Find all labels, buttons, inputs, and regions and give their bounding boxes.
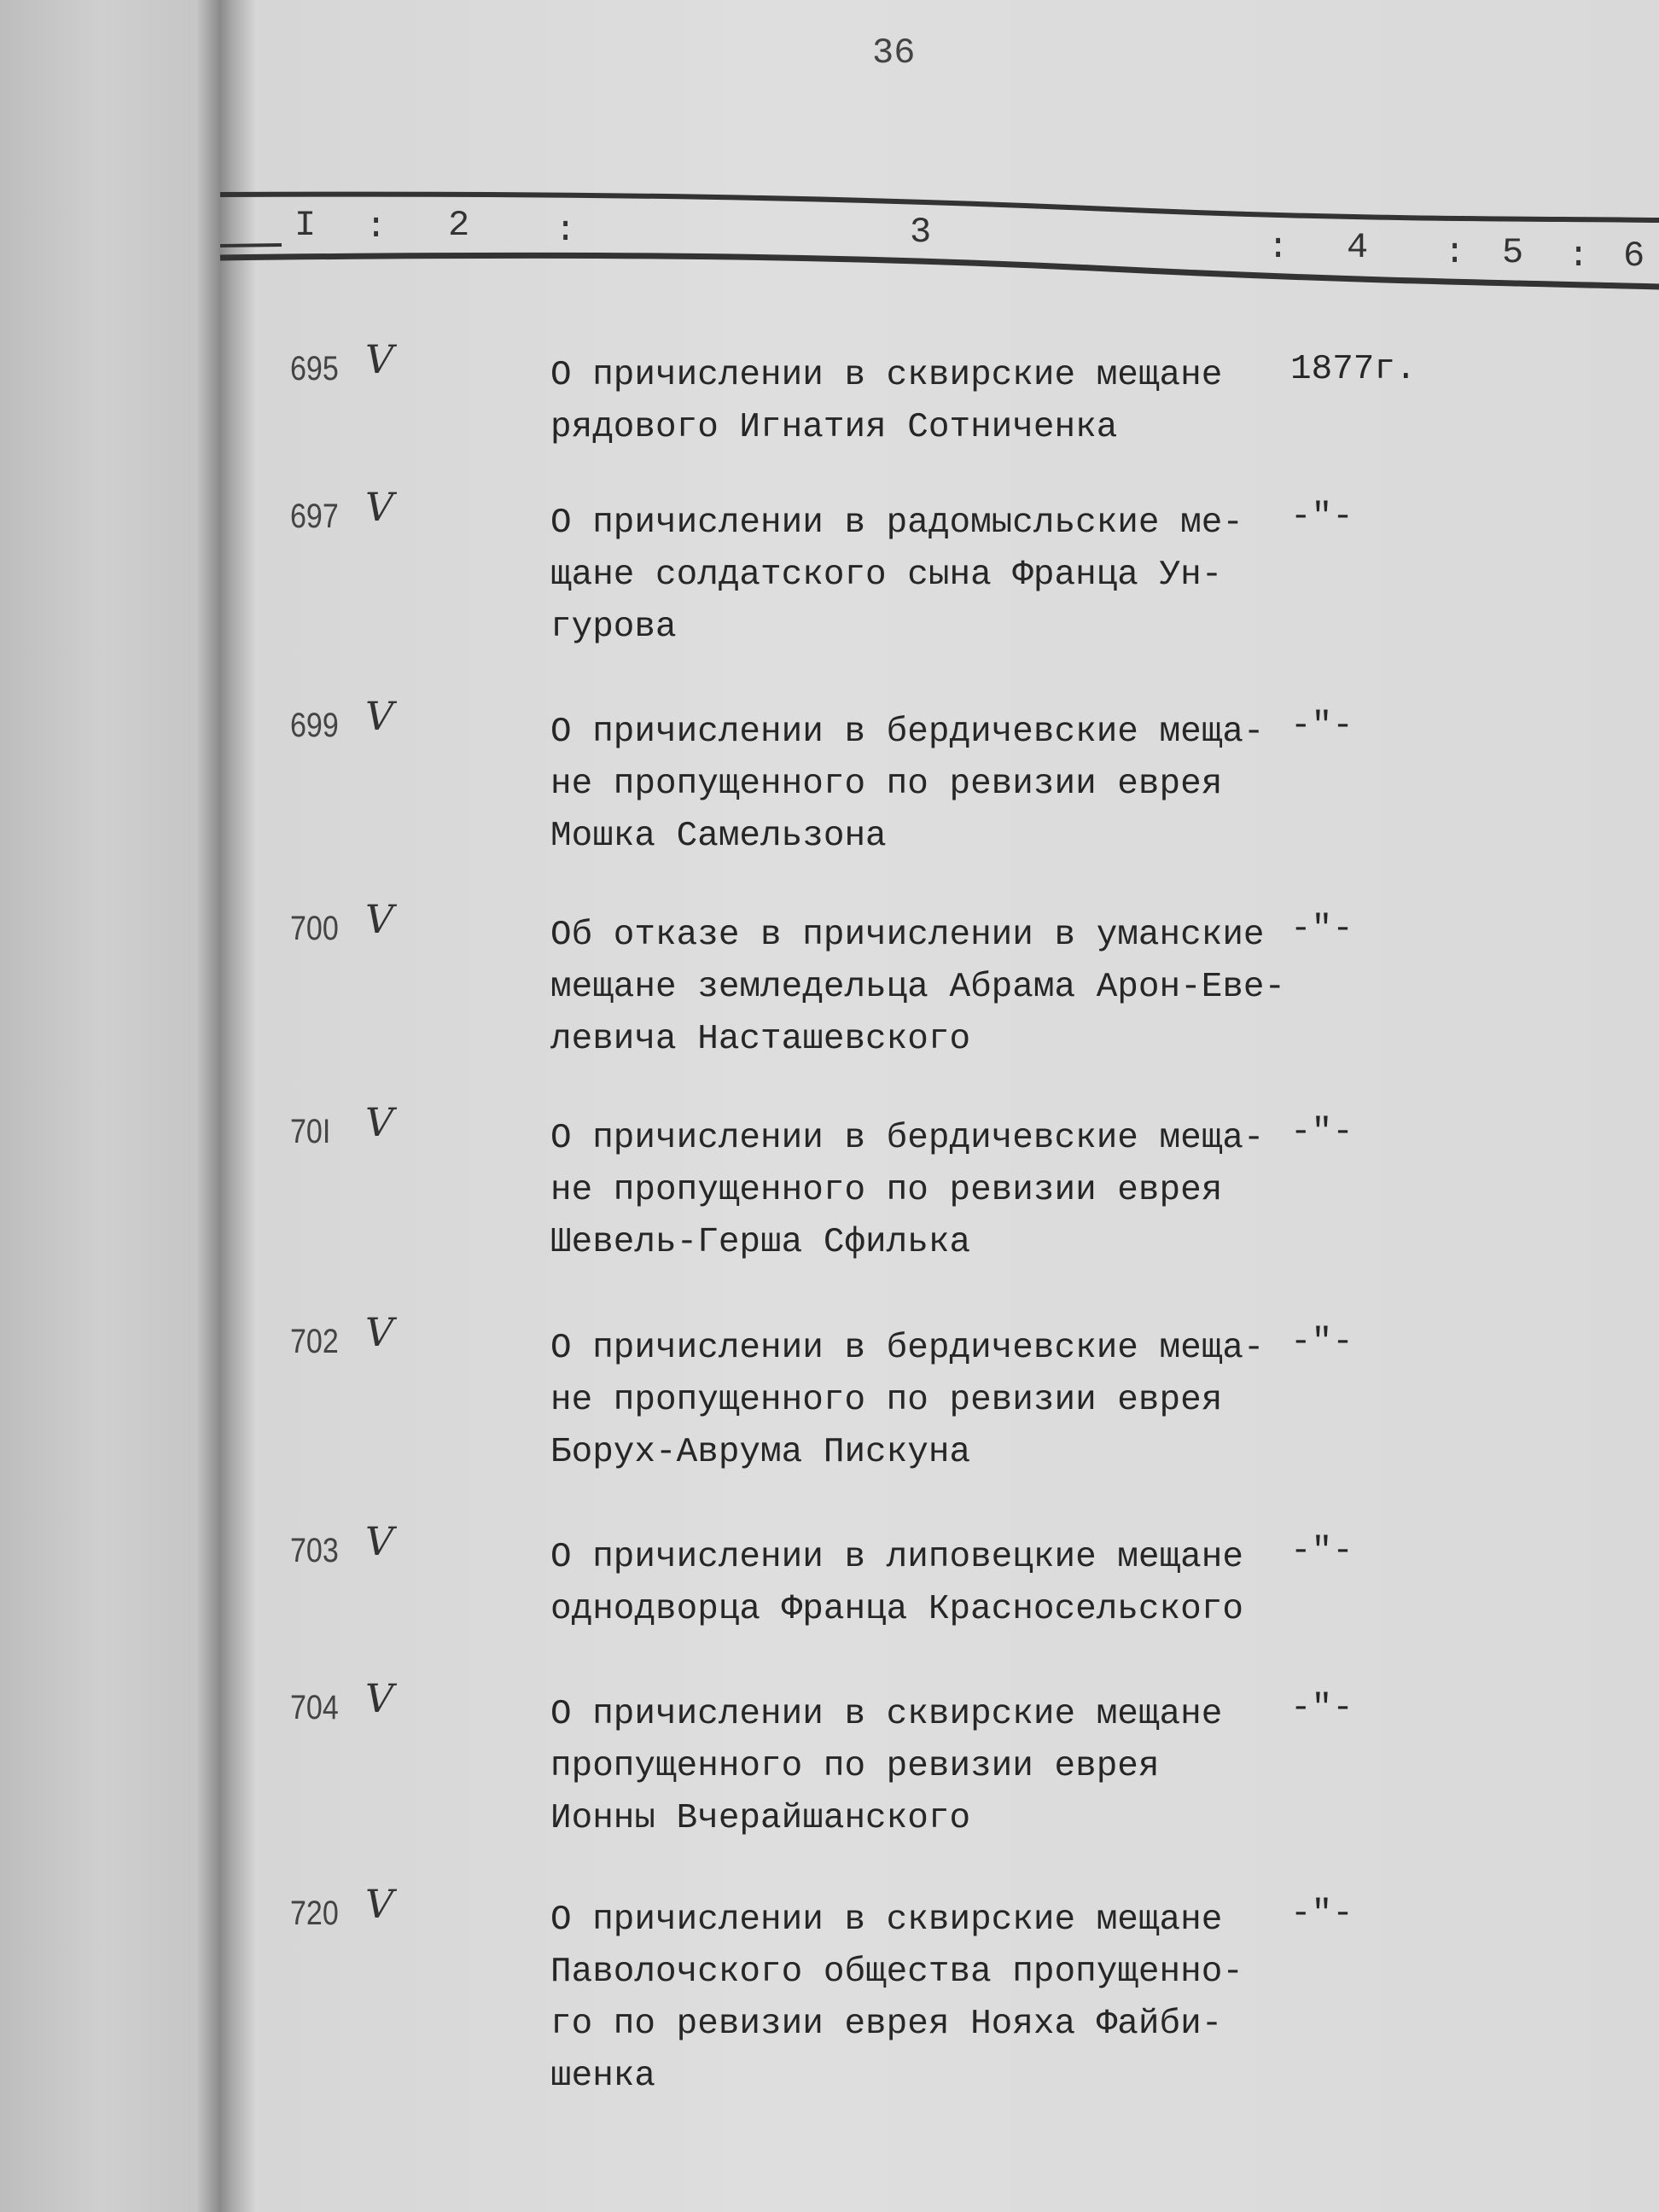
entry-date: -"- — [1290, 1113, 1353, 1152]
entry-number: 70I — [290, 1113, 331, 1150]
entry-date: -"- — [1290, 910, 1353, 949]
entry-description — [550, 910, 1285, 1066]
description-line: щане солдатского сына Франца Ун- — [550, 556, 1223, 595]
entry-date: -"- — [1290, 498, 1353, 537]
description-line: О причислении в сквирские мещане — [550, 1695, 1223, 1734]
entry-number: 720 — [290, 1895, 339, 1932]
description-line: гурова — [550, 608, 677, 647]
header-left-stub — [220, 245, 282, 246]
description-line: го по ревизии еврея Нояха Файби- — [550, 2005, 1223, 2044]
description-line: пропущенного по ревизии еврея — [550, 1747, 1160, 1786]
entry-number: 699 — [290, 707, 339, 744]
column-1-label: I — [294, 205, 317, 246]
description-line: Борух-Аврума Пискуна — [550, 1433, 971, 1472]
entry-description — [550, 1689, 1222, 1845]
checkmark-icon: V — [365, 896, 394, 942]
entry-description — [550, 1323, 1265, 1479]
checkmark-icon: V — [365, 1881, 394, 1927]
header-top-rule — [220, 195, 1659, 220]
column-separator: : — [1444, 232, 1466, 273]
entry-number: 702 — [290, 1323, 339, 1360]
column-2-label: 2 — [448, 205, 470, 246]
entry-date: -"- — [1290, 1689, 1353, 1728]
checkmark-icon: V — [365, 1675, 394, 1721]
entry-description — [550, 350, 1222, 454]
checkmark-icon: V — [365, 484, 394, 530]
entry-description — [550, 1113, 1265, 1269]
column-4-label: 4 — [1347, 227, 1369, 268]
column-5-label: 5 — [1502, 232, 1524, 273]
entry-number: 697 — [290, 498, 339, 535]
description-line: шенка — [550, 2057, 656, 2096]
entry-date: -"- — [1290, 1895, 1353, 1934]
checkmark-icon: V — [365, 1309, 394, 1355]
description-line: Ионны Вчерайшанского — [550, 1799, 971, 1838]
entry-number: 704 — [290, 1689, 339, 1726]
description-line: не пропущенного по ревизии еврея — [550, 1171, 1223, 1210]
description-line: О причислении в радомысльские ме- — [550, 504, 1243, 543]
description-line: О причислении в бердичевские меща- — [550, 713, 1265, 752]
description-line: О причислении в бердичевские меща- — [550, 1119, 1265, 1158]
description-line: Об отказе в причислении в уманские — [550, 916, 1265, 955]
description-line: рядового Игнатия Сотниченка — [550, 408, 1118, 447]
entry-description — [550, 707, 1265, 863]
description-line: Паволочского общества пропущенно- — [550, 1953, 1243, 1992]
description-line: не пропущенного по ревизии еврея — [550, 1381, 1223, 1420]
column-separator: : — [1568, 236, 1590, 276]
column-separator: : — [365, 207, 387, 247]
description-line: Шевель-Герша Сфилька — [550, 1223, 971, 1262]
column-3-label: 3 — [910, 212, 932, 253]
description-line: О причислении в сквирские мещане — [550, 356, 1223, 395]
page-number: 36 — [872, 32, 916, 73]
checkmark-icon: V — [365, 1518, 394, 1564]
entry-number: 703 — [290, 1532, 339, 1569]
entry-date: -"- — [1290, 1323, 1353, 1362]
entry-description — [550, 498, 1243, 654]
description-line: О причислении в сквирские мещане — [550, 1901, 1223, 1940]
entry-date: 1877г. — [1290, 350, 1417, 389]
description-line: однодворца Франца Красносельского — [550, 1590, 1243, 1629]
description-line: О причислении в липовецкие мещане — [550, 1538, 1243, 1577]
entry-date: -"- — [1290, 707, 1353, 746]
checkmark-icon: V — [365, 693, 394, 739]
description-line: мещане земледельца Абрама Арон-Еве- — [550, 968, 1286, 1007]
entry-description — [550, 1532, 1243, 1636]
entry-date: -"- — [1290, 1532, 1353, 1571]
column-separator: : — [1267, 227, 1289, 268]
column-separator: : — [555, 210, 577, 251]
column-6-label: 6 — [1623, 236, 1645, 276]
entry-number: 700 — [290, 910, 339, 947]
description-line: О причислении в бердичевские меща- — [550, 1329, 1265, 1368]
description-line: Мошка Самельзона — [550, 817, 887, 856]
description-line: не пропущенного по ревизии еврея — [550, 765, 1223, 804]
entry-description — [550, 1895, 1243, 2103]
checkmark-icon: V — [365, 336, 394, 382]
checkmark-icon: V — [365, 1099, 394, 1145]
description-line: левича Насташевского — [550, 1020, 971, 1059]
entry-number: 695 — [290, 350, 339, 387]
